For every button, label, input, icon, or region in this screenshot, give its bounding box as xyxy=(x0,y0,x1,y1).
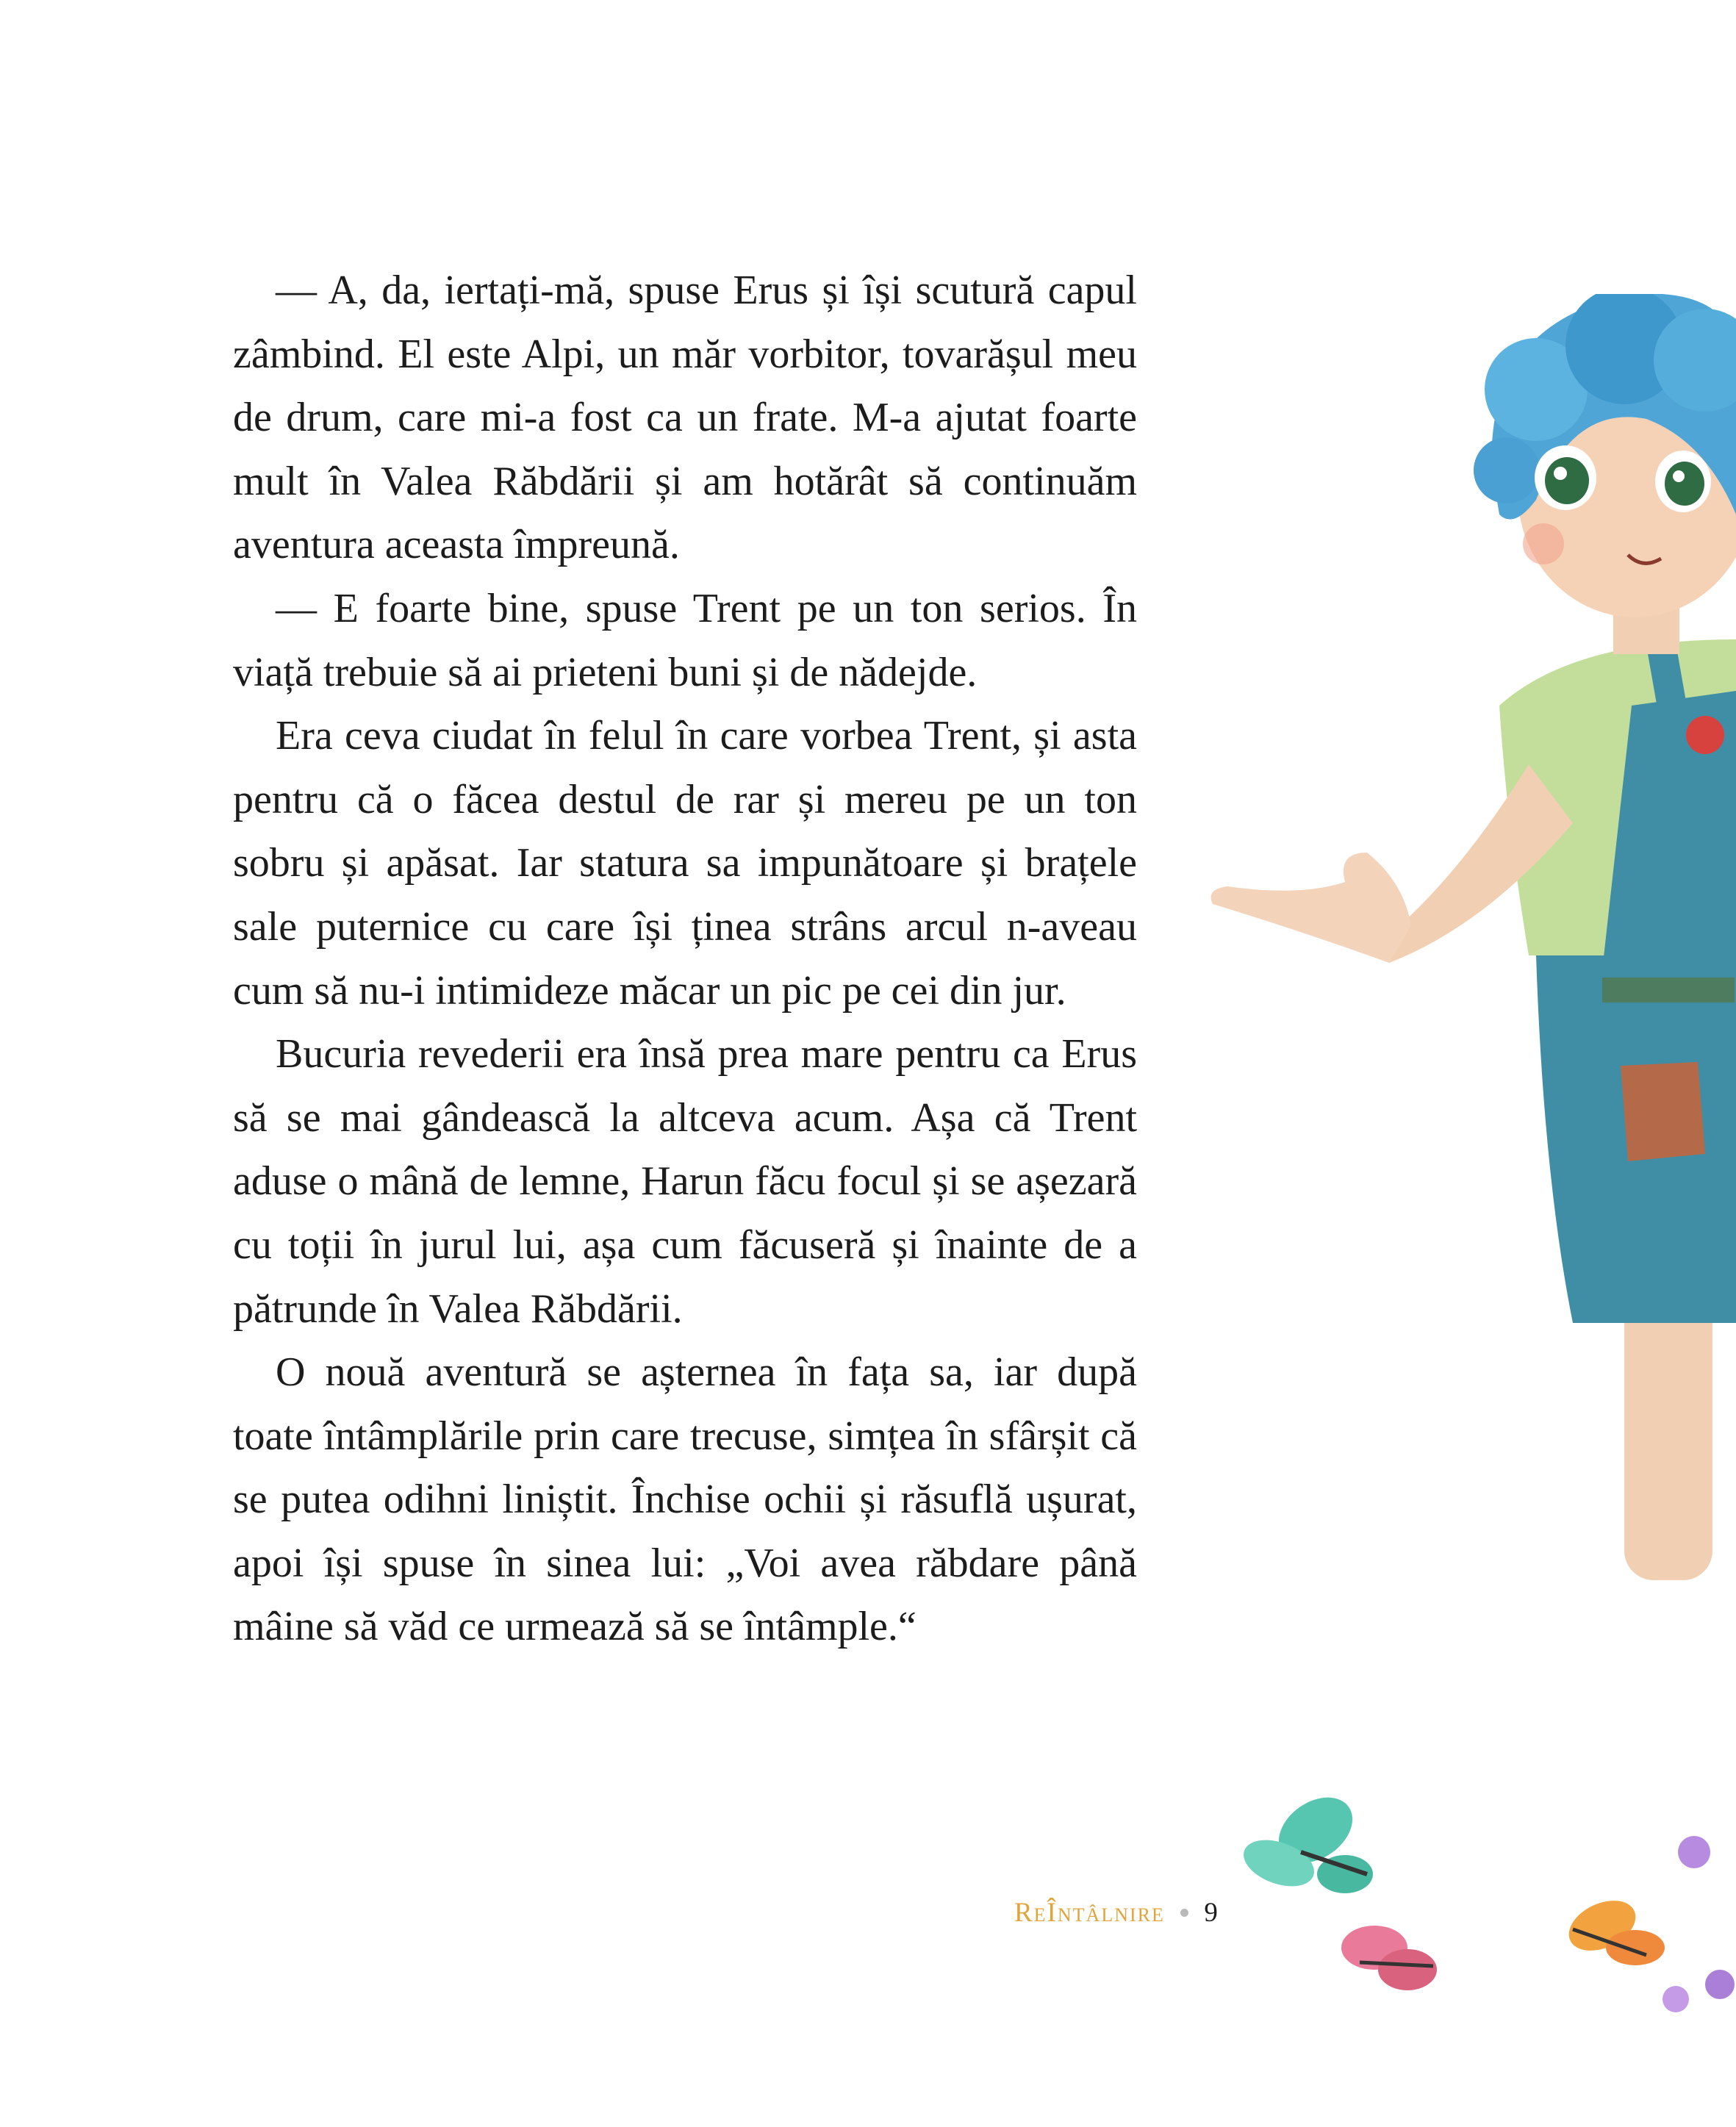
page-number: 9 xyxy=(1204,1898,1218,1928)
eye-highlight-shape xyxy=(1673,470,1685,482)
belt-shape xyxy=(1602,978,1735,1002)
paragraph: Era ceva ciudat în felul în care vorbea Trent, și asta pentru că o făcea destul de rar și mereu pe un ton sobru și apăsat. Iar statura sa impunătoare și brațele sale puternice cu care își ținea strâns arcul n-aveau cum să nu-i intimideze măcar un pic pe cei din jur. xyxy=(233,713,1137,1014)
pink-butterfly-icon xyxy=(1341,1926,1437,1990)
hand-shape xyxy=(1211,853,1412,963)
paragraph: O nouă aventură se așternea în fața sa, iar după toate întâmplările prin care trecuse, simțea în sfârșit că se putea odihni liniștit. Închise ochii și răsuflă ușurat, apoi își spuse în sinea lui: „Voi avea răbdare până mâine să văd ce urmează să se întâmple.“ xyxy=(233,1349,1137,1650)
strawberry-shape xyxy=(1686,716,1724,754)
butterflies-icon xyxy=(1235,1764,1736,2127)
pocket-shape xyxy=(1621,1062,1705,1161)
eye-highlight-shape xyxy=(1554,467,1567,480)
separator-dot xyxy=(1180,1909,1188,1917)
iris-shape xyxy=(1665,462,1704,506)
hair-curl-shape xyxy=(1474,437,1540,503)
boy-with-blue-hair-icon xyxy=(1191,294,1736,1588)
iris-shape xyxy=(1545,457,1589,504)
paragraph: — E foarte bine, spuse Trent pe un ton serios. În viață trebuie să ai prieteni buni și de nădejde. xyxy=(233,585,1137,695)
teal-butterfly-icon xyxy=(1237,1784,1373,1895)
chapter-title: ReÎntâlnire xyxy=(1014,1898,1165,1928)
paragraph: Bucuria revederii era însă prea mare pentru ca Erus să se mai gândească la altceva acum. Așa că Trent aduse o mână de lemne, Harun făcu focul și se așezară cu toții în jurul lui, așa cum făcuseră și înainte de a pătrunde în Valea Răbdării. xyxy=(233,1031,1137,1332)
paragraph: — A, da, iertați-mă, spuse Erus și își scutură capul zâmbind. El este Alpi, un măr vorbitor, tovarășul meu de drum, care mi-a fost ca un frate. M-a ajutat foarte mult în Valea Răbdării și am hotărât să continuăm aventura aceasta împreună. xyxy=(233,268,1137,568)
orange-butterfly-icon xyxy=(1561,1891,1665,1965)
story-text xyxy=(233,259,1137,1659)
flower-icon xyxy=(1663,1836,1735,2012)
cheek-shape xyxy=(1523,523,1564,564)
page-footer xyxy=(1014,1895,1218,1931)
